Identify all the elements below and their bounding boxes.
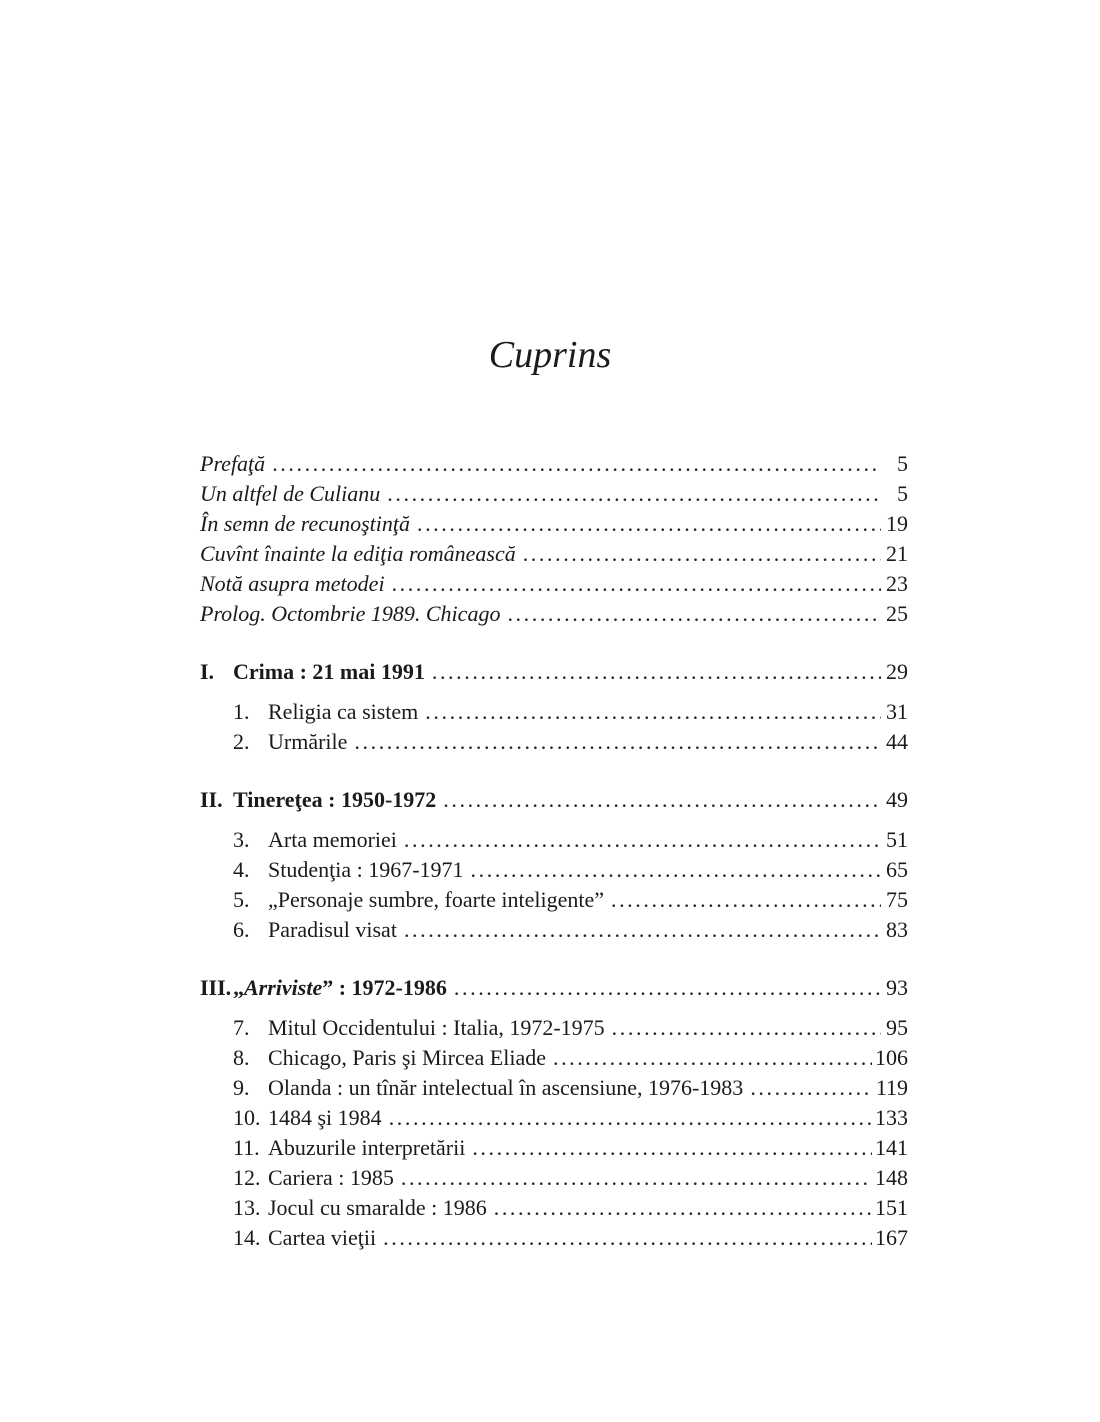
toc-entry-number: 14. [233,1225,261,1250]
toc-entry [200,569,908,599]
dot-leader [612,1013,881,1043]
toc-entry-number: 7. [233,1015,250,1040]
toc-entry [233,855,908,885]
section-title-italic: Arriviste [244,975,323,1000]
toc-entry-page: 23 [886,571,908,596]
toc-entry [200,509,908,539]
dot-leader [383,1223,872,1253]
section-title-text: Crima : 21 mai 1991 [233,659,425,684]
toc-entry-page: 51 [886,827,908,852]
chapter-numeral: I. [200,659,215,684]
section-title [233,657,425,687]
section-title [233,785,436,815]
toc-entry-page: 25 [886,601,908,626]
toc-entry-page: 151 [875,1195,908,1220]
toc-entry-page: 141 [875,1135,908,1160]
dot-leader [389,1103,872,1133]
toc-entry-number: 9. [233,1075,250,1100]
dot-leader [417,509,881,539]
table-of-contents [200,449,908,1253]
page-title: Cuprins [488,334,612,376]
toc-entry [200,479,908,509]
toc-entry-number: 11. [233,1135,260,1160]
dot-leader [471,855,881,885]
toc-entry-label: „Personaje sumbre, foarte inteligente” [268,887,604,912]
toc-entry-number: 2. [233,729,250,754]
dot-leader [404,915,881,945]
section-title-text: Tinereţea : 1950-1972 [233,787,437,812]
toc-entry-label: Chicago, Paris şi Mircea Eliade [268,1045,546,1070]
toc-entry-label: Arta memoriei [268,827,397,852]
dot-leader [404,825,881,855]
toc-entry [233,1133,908,1163]
toc-entry-page: 65 [886,857,908,882]
chapter-numeral: II. [200,787,223,812]
dot-leader [272,449,881,479]
toc-entry [233,1073,908,1103]
toc-entry [233,727,908,757]
toc-entry-page: 21 [886,541,908,566]
toc-entry-page: 167 [875,1225,908,1250]
toc-entry-page: 29 [886,659,908,684]
toc-entry-page: 93 [886,975,908,1000]
dot-leader [401,1163,872,1193]
toc-entry [200,449,908,479]
dot-leader [425,697,881,727]
toc-entry-page: 75 [886,887,908,912]
toc-entry [233,1223,908,1253]
toc-entry-number: 6. [233,917,250,942]
dot-leader [354,727,881,757]
toc-entry [233,1043,908,1073]
toc-entry-number: 5. [233,887,250,912]
section-heading [200,973,908,1003]
toc-entry-label: Cartea vieţii [268,1225,377,1250]
toc-entry [233,915,908,945]
dot-leader [507,599,881,629]
section-title [233,973,447,1003]
toc-entry-label: Prolog. Octombrie 1989. Chicago [200,601,501,626]
dot-leader [611,885,881,915]
toc-entry-page: 19 [886,511,908,536]
toc-entry-label: 1484 şi 1984 [268,1105,382,1130]
dot-leader [432,657,881,687]
dot-leader [472,1133,872,1163]
toc-entry-label: Prefaţă [200,451,266,476]
toc-entry-label: Olanda : un tînăr intelectual în ascensiune, 1976-1983 [268,1075,744,1100]
toc-entry-label: Jocul cu smaralde : 1986 [268,1195,487,1220]
toc-entry-label: În semn de recunoştinţă [200,511,410,536]
toc-entry-number: 4. [233,857,250,882]
toc-entry [233,885,908,915]
toc-entry-number: 10. [233,1105,261,1130]
toc-entry-number: 12. [233,1165,261,1190]
toc-entry [233,1193,908,1223]
section-title-text: „ [233,975,244,1000]
dot-leader [494,1193,872,1223]
section-title-rest: ” : 1972-1986 [322,975,447,1000]
toc-entry [200,539,908,569]
toc-entry-label: Notă asupra metodei [200,571,385,596]
toc-entry [233,825,908,855]
toc-entry-page: 5 [897,451,908,476]
toc-entry-label: Un altfel de Culianu [200,481,381,506]
toc-entry-number: 3. [233,827,250,852]
toc-entry-page: 31 [886,699,908,724]
dot-leader [750,1073,873,1103]
toc-entry-label: Cuvînt înainte la ediţia românească [200,541,516,566]
toc-entry [233,1163,908,1193]
toc-entry [233,1013,908,1043]
toc-entry-number: 1. [233,699,250,724]
toc-entry-number: 13. [233,1195,261,1220]
dot-leader [454,973,881,1003]
section-heading [200,657,908,687]
toc-entry-label: Studenţia : 1967-1971 [268,857,464,882]
toc-entry-page: 44 [886,729,908,754]
toc-entry-label: Religia ca sistem [268,699,419,724]
toc-entry-page: 119 [875,1075,908,1100]
chapter-numeral: III. [200,975,232,1000]
toc-entry-label: Urmările [268,729,348,754]
dot-leader [392,569,881,599]
dot-leader [553,1043,872,1073]
toc-entry [200,599,908,629]
toc-entry-page: 83 [886,917,908,942]
toc-entry [233,697,908,727]
dot-leader [523,539,881,569]
section-heading [200,785,908,815]
toc-entry-page: 133 [875,1105,908,1130]
toc-entry-page: 49 [886,787,908,812]
toc-entry-label: Cariera : 1985 [268,1165,394,1190]
toc-entry-label: Abuzurile interpretării [268,1135,466,1160]
toc-entry-page: 106 [875,1045,908,1070]
toc-entry-page: 5 [897,481,908,506]
toc-entry-number: 8. [233,1045,250,1070]
toc-entry-label: Mitul Occidentului : Italia, 1972-1975 [268,1015,605,1040]
toc-entry-label: Paradisul visat [268,917,397,942]
toc-entry-page: 148 [875,1165,908,1190]
toc-entry-page: 95 [886,1015,908,1040]
dot-leader [387,479,881,509]
dot-leader [443,785,881,815]
toc-entry [233,1103,908,1133]
